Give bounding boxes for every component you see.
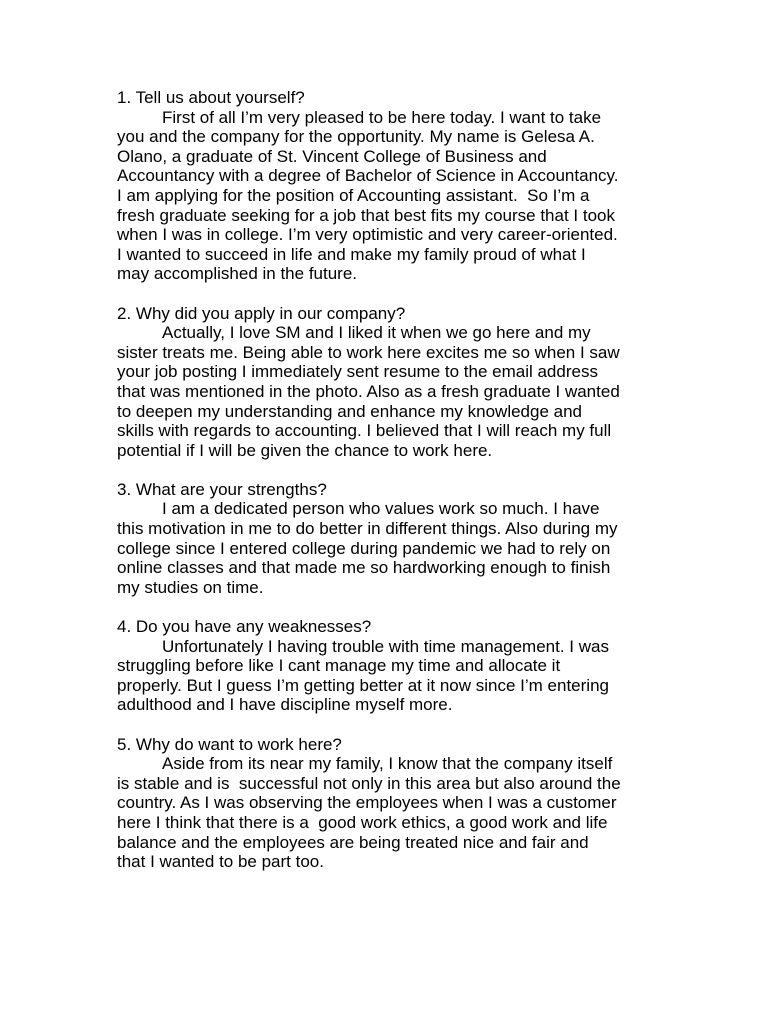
answer-line: Olano, a graduate of St. Vincent College of Business and: [117, 146, 547, 166]
answer-line: struggling before like I cant manage my time and allocate it: [117, 656, 561, 676]
document-page: [117, 88, 662, 891]
answer-line: your job posting I immediately sent resume to the email address: [117, 362, 598, 382]
answer-line: Aside from its near my family, I know that the company itself: [162, 754, 613, 774]
answer-line: Unfortunately I having trouble with time management. I was: [162, 636, 609, 656]
answer-line: when I was in college. I’m very optimistic and very career-oriented.: [117, 225, 618, 245]
answer-line: college since I entered college during pandemic we had to rely on: [117, 538, 611, 558]
answer-line: online classes and that made me so hardworking enough to finish: [117, 558, 611, 578]
answer-line: First of all I’m very pleased to be here today. I want to take: [162, 107, 602, 127]
answer-line: balance and the employees are being treated nice and fair and: [117, 832, 589, 852]
qa-section: [117, 480, 662, 598]
qa-section: [117, 304, 662, 461]
answer-line: properly. But I guess I’m getting better at it now since I’m entering: [117, 675, 609, 695]
answer-line: sister treats me. Being able to work here excites me so when I saw: [117, 342, 620, 362]
answer-line: this motivation in me to do better in different things. Also during my: [117, 519, 618, 539]
answer-line: Accountancy with a degree of Bachelor of Science in Accountancy.: [117, 166, 619, 186]
answer-line: skills with regards to accounting. I believed that I will reach my full: [117, 421, 612, 441]
answer-line: here I think that there is a good work ethics, a good work and life: [117, 812, 608, 832]
answer-line: you and the company for the opportunity. My name is Gelesa A.: [117, 127, 595, 147]
question-heading: 1. Tell us about yourself?: [117, 88, 305, 107]
qa-section: [117, 617, 662, 715]
question-heading: 3. What are your strengths?: [117, 479, 327, 499]
answer-line: that was mentioned in the photo. Also as a fresh graduate I wanted: [117, 381, 620, 401]
answer-line: Actually, I love SM and I liked it when we go here and my: [162, 323, 591, 343]
answer-line: I am a dedicated person who values work so much. I have: [162, 499, 600, 519]
question-heading: 4. Do you have any weaknesses?: [117, 617, 372, 637]
question-heading: 2. Why did you apply in our company?: [117, 303, 406, 323]
answer-line: I am applying for the position of Accounting assistant. So I’m a: [117, 185, 590, 205]
answer-line: to deepen my understanding and enhance my knowledge and: [117, 401, 583, 421]
qa-section: [117, 735, 662, 872]
answer-line: I wanted to succeed in life and make my family proud of what I: [117, 244, 586, 264]
answer-line: may accomplished in the future.: [117, 264, 358, 284]
answer-line: that I wanted to be part too.: [117, 852, 324, 872]
answer-line: adulthood and I have discipline myself more.: [117, 695, 453, 715]
answer-line: is stable and is successful not only in this area but also around the: [117, 773, 621, 793]
question-heading: 5. Why do want to work here?: [117, 734, 342, 754]
qa-section: [117, 88, 662, 284]
answer-line: potential if I will be given the chance to work here.: [117, 440, 493, 460]
answer-line: country. As I was observing the employees when I was a customer: [117, 793, 617, 813]
answer-line: fresh graduate seeking for a job that best fits my course that I took: [117, 205, 615, 225]
answer-line: my studies on time.: [117, 577, 264, 597]
